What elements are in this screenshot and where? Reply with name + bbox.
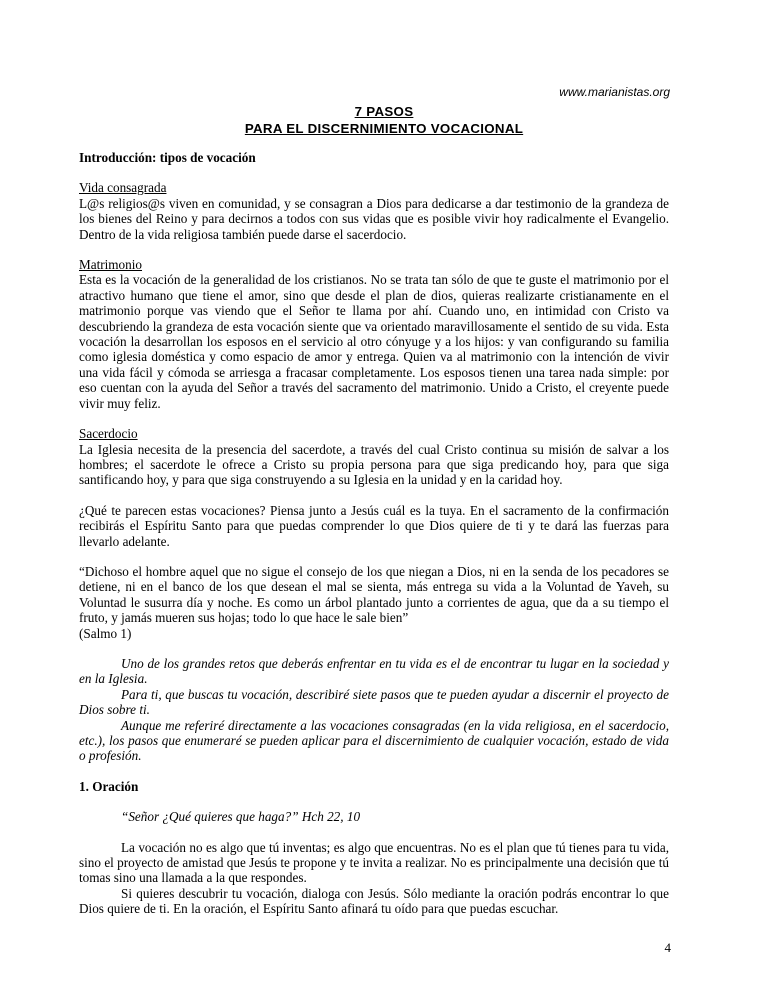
page-number: 4: [664, 940, 671, 955]
section1-quote: “Señor ¿Qué quieres que haga?” Hch 22, 10: [121, 809, 361, 825]
intro-heading: Introducción: tipos de vocación: [79, 150, 256, 165]
section1-paragraph-1: La vocación no es algo que tú inventas; es algo que encuentras. No es el plan que tú tienes para tu vida, sino el proyecto de amistad que Jesús te propone y te invita a realizar. No es principalmente una decisión que tú tomas sino una llamada a la que respondes.: [79, 839, 669, 886]
italic-intro-2: Para ti, que buscas tu vocación, describiré siete pasos que te pueden ayudar a discernir el proyecto de Dios sobre ti.: [79, 686, 669, 718]
vida-consagrada-text: L@s religios@s viven en comunidad, y se consagran a Dios para dedicarse a dar testimonio de la grandeza de los bienes del Reino y para decirnos a todos con sus vidas que es posible vivir hoy radicalmente el Evangelio. Dentro de la vida religiosa también puede darse el sacerdocio.: [79, 195, 669, 242]
section1-heading: 1. Oración: [79, 778, 139, 794]
document-title: 7 PASOS: [354, 104, 414, 119]
matrimonio-text: Esta es la vocación de la generalidad de los cristianos. No se trata tan sólo de que te guste el matrimonio por el atractivo humano que tiene el amor, sino que desde el plan de dios, quieras realizarte cristianamente en el matrimonio porque vas viendo que el Señor te llama por ahí. Cuando uno, en intimidad con Cristo va descubriendo la grandeza de esta vocación siente que va orientado maravillosamente el sentido de su vida. Esta vocación la desarrollan los esposos en el servicio al otro cónyuge y a los hijos: y van configurando su familia como iglesia doméstica y como espacio de amor y entrega. Quien va al matrimonio con la intención de vivir una vida fácil y cómoda se arriesga a fracasar completamente. Los esposos tienen una tarea nada simple: por eso cuentan con la ayuda del Señor a través del sacramento del matrimonio. Unido a Cristo, el creyente puede vivir muy feliz.: [79, 272, 669, 411]
document-body: [79, 150, 669, 917]
section1-paragraph-2: Si quieres descubrir tu vocación, dialoga con Jesús. Sólo mediante la oración podrás encontrar lo que Dios quiere de ti. En la oración, el Espíritu Santo afinará tu oído para que puedas escuchar.: [79, 885, 669, 917]
sacerdocio-heading: Sacerdocio: [79, 426, 138, 442]
document-subtitle: PARA EL DISCERNIMIENTO VOCACIONAL: [244, 121, 524, 136]
sacerdocio-text: La Iglesia necesita de la presencia del sacerdote, a través del cual Cristo continua su misión de salvar a los hombres; el sacerdote le ofrece a Cristo su propia persona para que siga predicando hoy, para que siga santificando hoy, y para que siga construyendo a su Iglesia en la unidad y en la caridad hoy.: [79, 441, 669, 488]
question-paragraph: ¿Qué te parecen estas vocaciones? Piensa junto a Jesús cuál es la tuya. En el sacramento de la confirmación recibirás el Espíritu Santo para que puedas comprender lo que Dios quiere de ti y te dará las fuerzas para llevarlo adelante.: [79, 502, 669, 549]
website-url: www.marianistas.org: [559, 85, 670, 99]
matrimonio-heading: Matrimonio: [79, 257, 143, 273]
italic-intro-3: Aunque me referiré directamente a las vocaciones consagradas (en la vida religiosa, en el sacerdocio, etc.), los pasos que enumeraré se pueden aplicar para el discernimiento de cualquier vocación, estado de vida o profesión.: [79, 717, 669, 764]
italic-intro-1: Uno de los grandes retos que deberás enfrentar en tu vida es el de encontrar tu lugar en la sociedad y en la Iglesia.: [79, 655, 669, 687]
psalm-quote: “Dichoso el hombre aquel que no sigue el consejo de los que niegan a Dios, ni en la senda de los pecadores se detiene, ni en el banco de los que desean el mal se sienta, más entrega su vida a la Voluntad de Yaveh, su Voluntad le susurra día y noche. Es como un árbol plantado junto a corrientes de agua, que da a su tiempo el fruto, y jamás mueren sus hojas; todo lo que hace le sale bien”: [79, 563, 669, 626]
psalm-reference: (Salmo 1): [79, 625, 132, 641]
vida-consagrada-heading: Vida consagrada: [79, 180, 167, 196]
